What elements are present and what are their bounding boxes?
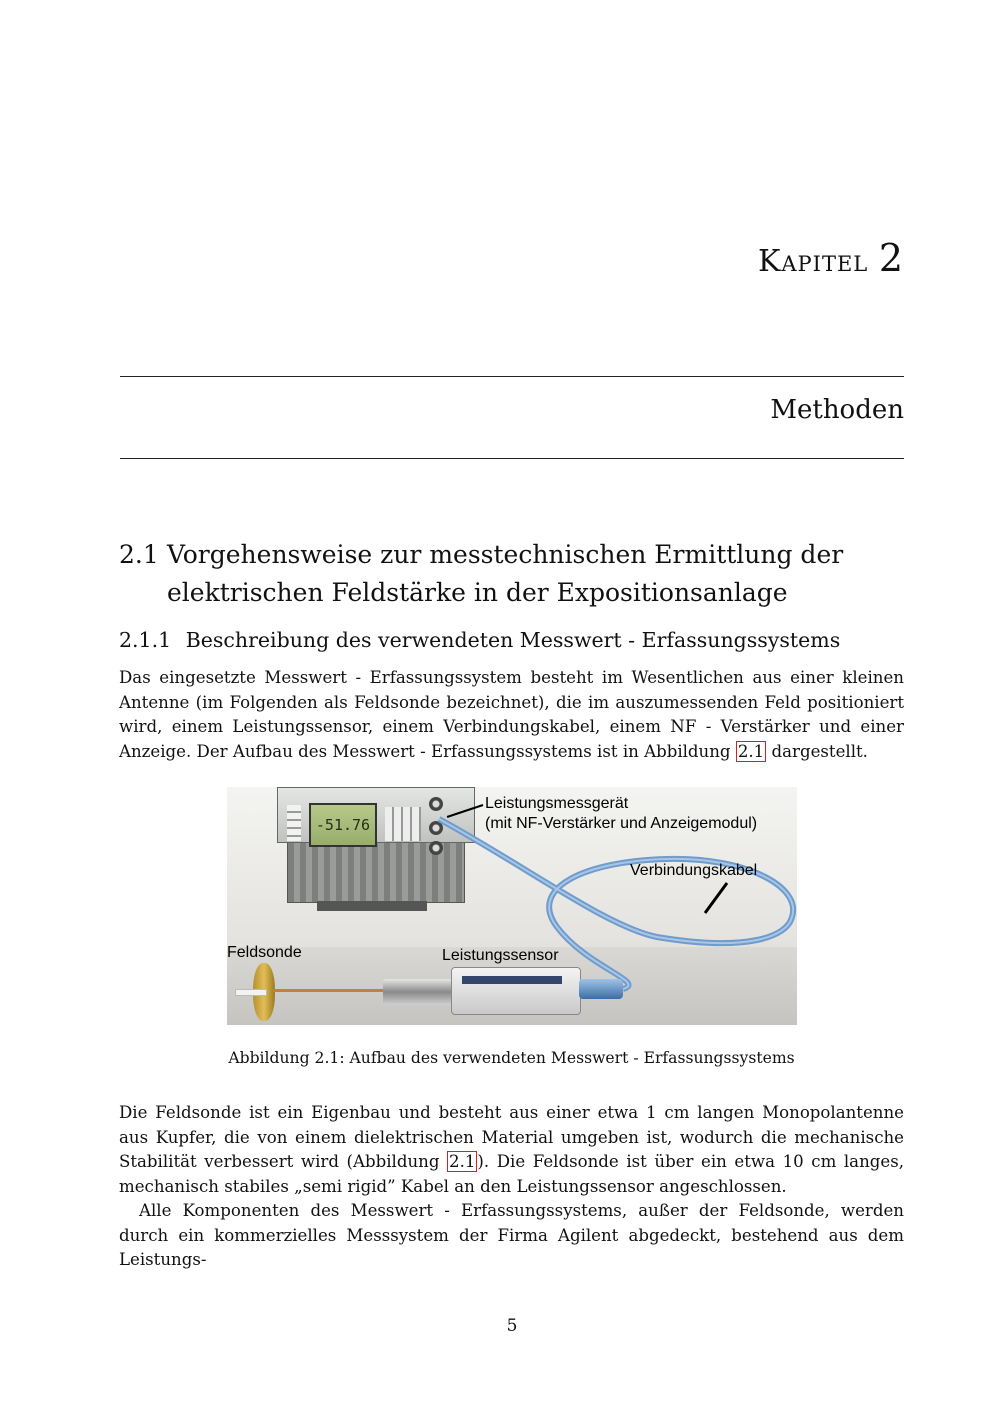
figure-measurement-setup [227, 787, 797, 1025]
section-heading [119, 536, 904, 612]
power-sensor-cable-boot [579, 979, 623, 999]
paragraph-1 [119, 666, 904, 764]
chapter-rule-bottom [120, 458, 904, 459]
label-power-meter-detail: (mit NF-Verstärker und Anzeigemodul) [485, 815, 758, 832]
cable-pointer-line [705, 883, 727, 913]
section-title-line1: Vorgehensweise zur messtechnischen Ermittlung der [167, 540, 844, 569]
subsection-number: 2.1.1 [119, 628, 172, 652]
chapter-label [758, 236, 904, 280]
power-meter-display: -51.76 [309, 803, 377, 847]
paragraph-1-text-before: Das eingesetzte Messwert - Erfassungssystem besteht im Wesentlichen aus einer kleinen Antenne (im Folgenden als Feldsonde bezeichnet), die im auszumessenden Feld positioniert wird, einem Leistungssensor, einem Verbindungskabel, einem NF - Verstärker und einer Anzeige. Der Aufbau des Messwert - Erfassungssystems ist in Abbildung [119, 668, 904, 761]
sma-connector [383, 979, 453, 1005]
power-sensor-label-strip [462, 976, 562, 984]
label-field-probe: Feldsonde [227, 944, 302, 961]
semi-rigid-cable [273, 989, 383, 992]
paragraph-2-text-before: Die Feldsonde ist ein Eigenbau und besteht aus einer etwa 1 cm langen Monopolantenne aus Kupfer, die von einem dielektrischen Material umgeben ist, wodurch die mechanische Stabilität verbessert wird (Abbildung [119, 1103, 904, 1171]
section-title-line2: elektrischen Feldstärke in der Expositionsanlage [167, 578, 788, 607]
figure-ref-link[interactable]: 2.1 [737, 741, 765, 761]
subsection-heading [119, 626, 904, 654]
subsection-title: Beschreibung des verwendeten Messwert - Erfassungssystems [185, 628, 841, 652]
paragraph-1-text-after: dargestellt. [766, 741, 868, 761]
label-power-meter: Leistungsmessgerät [485, 795, 629, 812]
paragraph-3: Alle Komponenten des Messwert - Erfassungssystems, außer der Feldsonde, werden durch ein kommerzielles Messsystem der Firma Agilent abgedeckt, bestehend aus dem Leistungs- [119, 1201, 904, 1269]
chapter-title: Methoden [770, 395, 904, 425]
chapter-label-text: Kapitel [757, 244, 869, 279]
page-number: 5 [506, 1316, 518, 1336]
label-power-sensor: Leistungssensor [442, 947, 559, 964]
power-sensor-body [451, 967, 581, 1015]
section-title [167, 536, 843, 612]
chapter-rule-top [120, 376, 904, 377]
label-connecting-cable: Verbindungskabel [630, 862, 758, 879]
paragraph-2 [119, 1101, 904, 1199]
section-number: 2.1 [119, 540, 159, 569]
field-probe-tip [235, 989, 267, 996]
paragraph-2-text-after: ). Die Feldsonde ist über ein etwa 10 cm langes, mechanisch stabiles „semi rigid” Kabel an den Leistungssensor angeschlossen. [119, 1152, 904, 1196]
meter-pointer-line [447, 805, 483, 817]
figure-caption: Abbildung 2.1: Aufbau des verwendeten Messwert - Erfassungssystems [228, 1049, 795, 1067]
chapter-number: 2 [878, 236, 904, 280]
figure-ref-link[interactable]: 2.1 [449, 1152, 476, 1171]
